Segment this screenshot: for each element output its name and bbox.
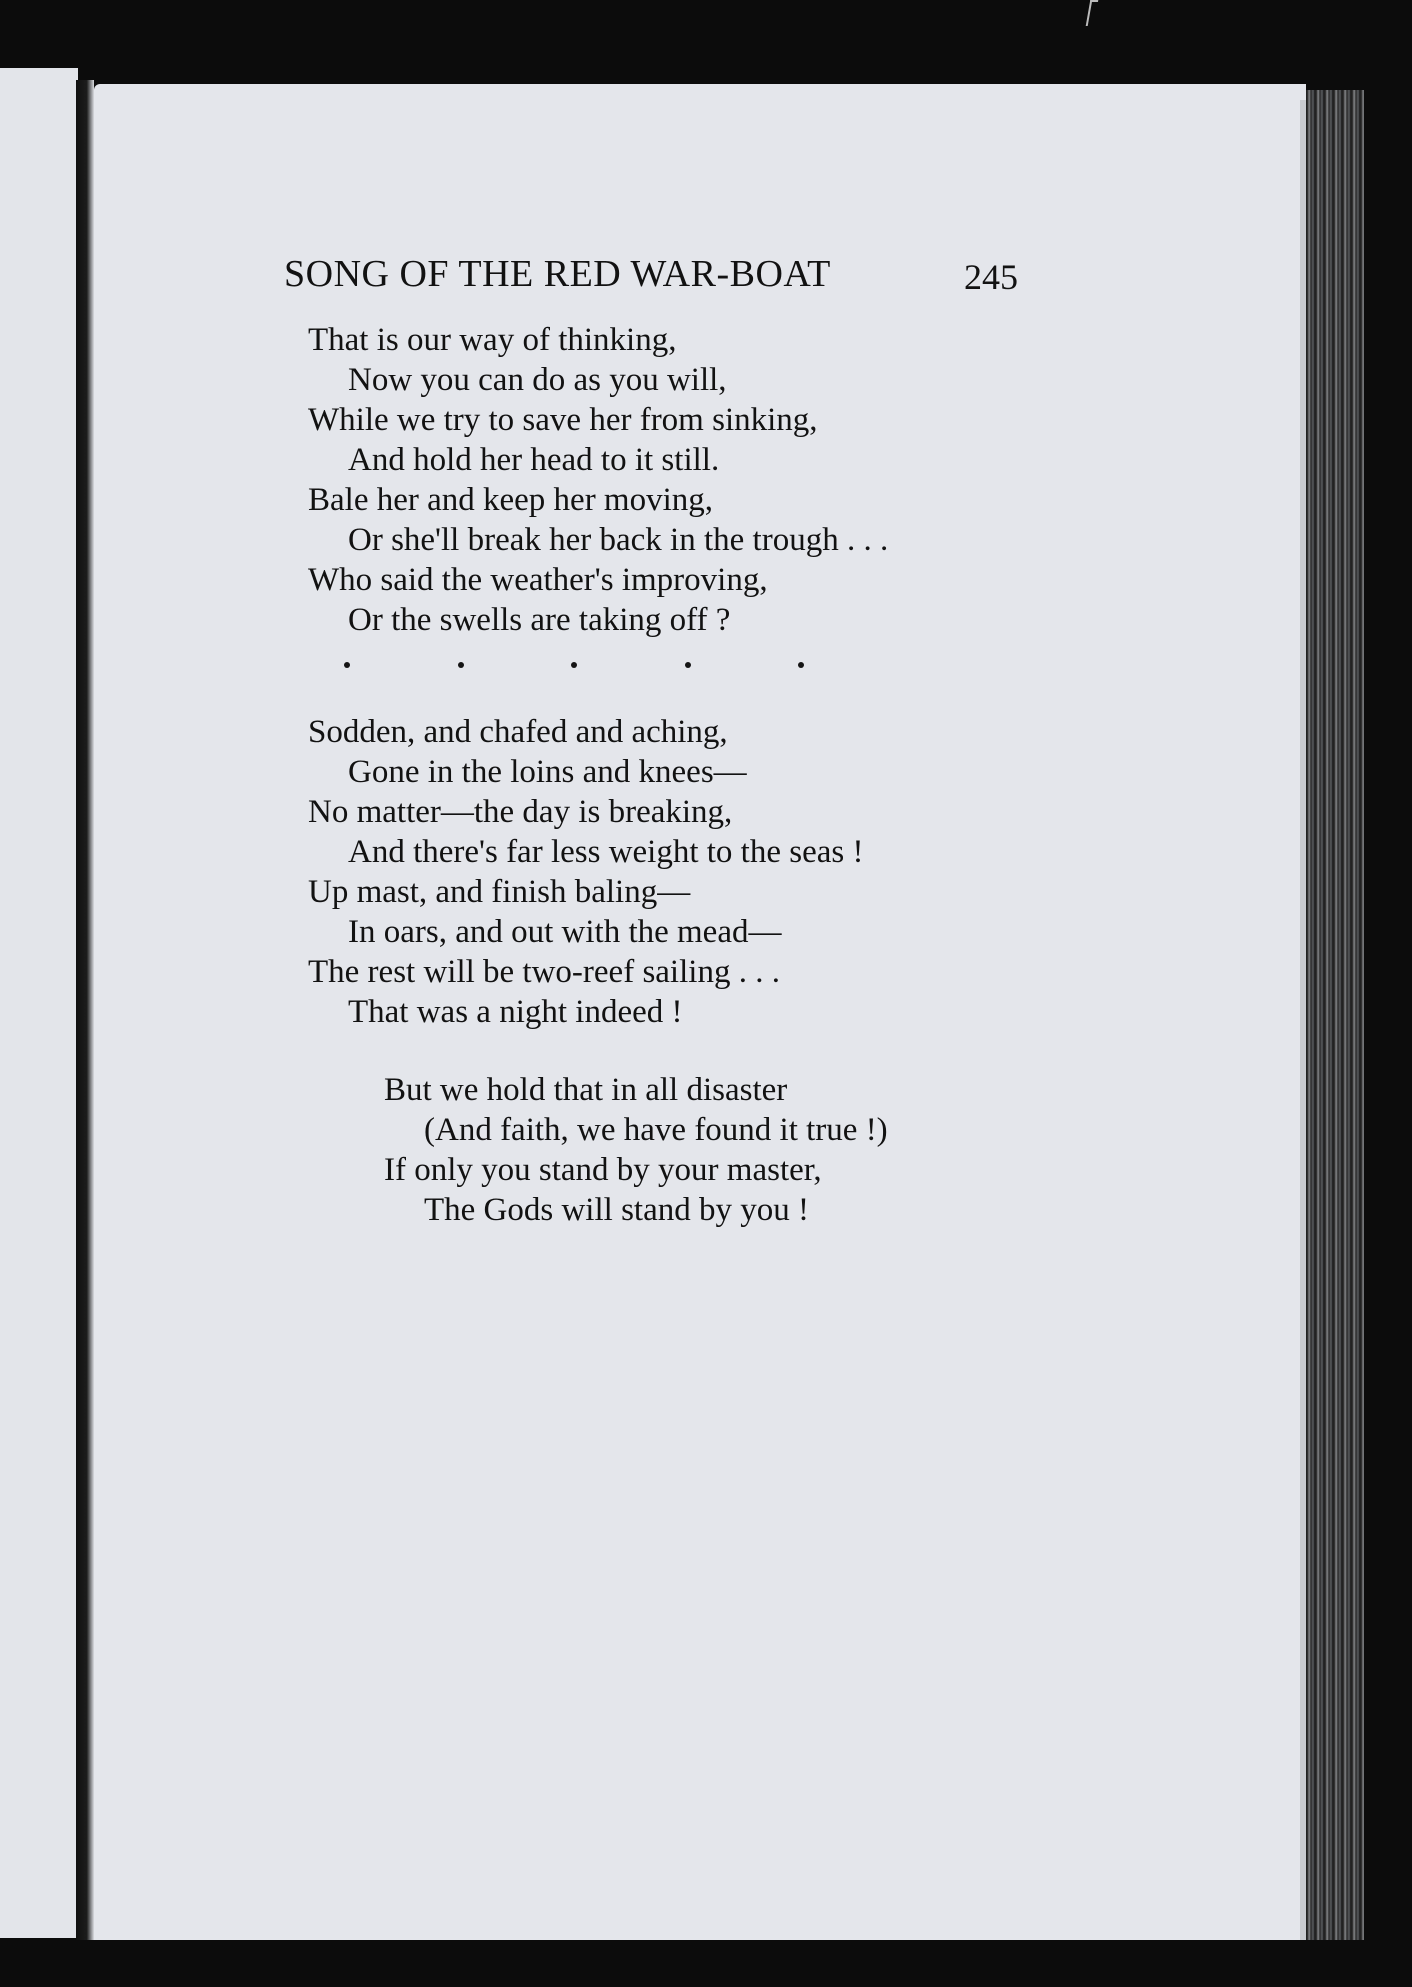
verse-line: Or she'll break her back in the trough . . . xyxy=(348,522,889,558)
scan-mark xyxy=(1086,0,1099,26)
verse-line: Gone in the loins and knees— xyxy=(348,754,747,790)
verse-line: Who said the weather's improving, xyxy=(308,562,768,598)
ellipsis-dot xyxy=(798,662,804,668)
ellipsis-dot xyxy=(458,662,464,668)
stanza-3 xyxy=(384,1070,888,1230)
verse-line: And hold her head to it still. xyxy=(348,442,720,478)
verse-line: Bale her and keep her moving, xyxy=(308,482,714,518)
section-break-dots xyxy=(344,662,804,668)
verse-line: (And faith, we have found it true !) xyxy=(424,1112,888,1148)
page-number: 245 xyxy=(964,257,1018,297)
binding-gutter xyxy=(76,80,94,1940)
verse-line: If only you stand by your master, xyxy=(384,1152,822,1188)
facing-page-edge xyxy=(0,68,78,1938)
verse-line: But we hold that in all disaster xyxy=(384,1072,788,1108)
ellipsis-dot xyxy=(571,662,577,668)
verse-line: No matter—the day is breaking, xyxy=(308,794,733,830)
verse-line: Up mast, and finish baling— xyxy=(308,874,691,910)
stanza-1 xyxy=(308,320,888,640)
running-head: SONG OF THE RED WAR-BOAT xyxy=(284,253,831,295)
verse-line: The Gods will stand by you ! xyxy=(424,1192,809,1228)
page-content xyxy=(94,84,1306,1950)
verse-line: While we try to save her from sinking, xyxy=(308,402,818,438)
ellipsis-dot xyxy=(344,662,350,668)
scan-background xyxy=(60,1940,1380,1987)
stanza-2 xyxy=(308,712,863,1032)
verse-line: Or the swells are taking off ? xyxy=(348,602,731,638)
verse-line: That is our way of thinking, xyxy=(308,322,677,358)
book-fore-edge xyxy=(1306,90,1364,1950)
book-page xyxy=(94,84,1306,1950)
verse-line: The rest will be two-reef sailing . . . xyxy=(308,954,780,990)
verse-line: In oars, and out with the mead— xyxy=(348,914,782,950)
verse-line: Now you can do as you will, xyxy=(348,362,727,398)
verse-line: And there's far less weight to the seas ! xyxy=(348,834,864,870)
ellipsis-dot xyxy=(685,662,691,668)
verse-line: That was a night indeed ! xyxy=(348,994,683,1030)
verse-line: Sodden, and chafed and aching, xyxy=(308,714,728,750)
